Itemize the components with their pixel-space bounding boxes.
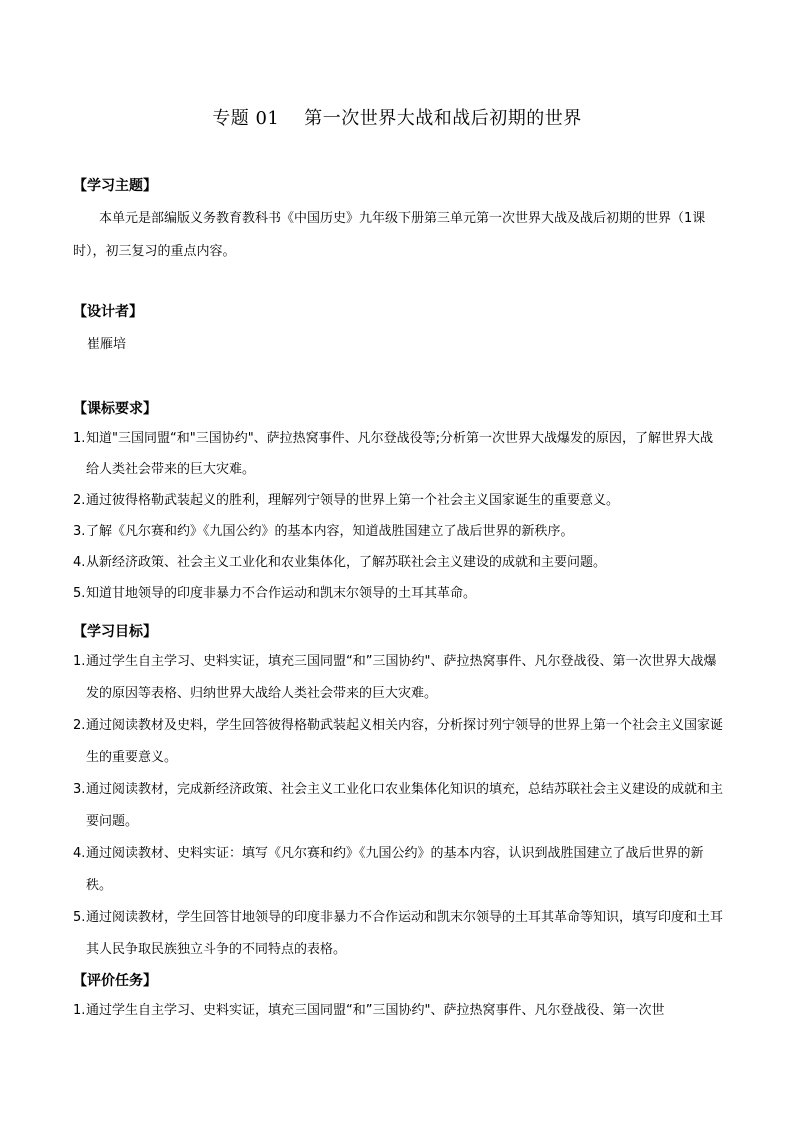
page-title: 专题 01 第一次世界大战和战后初期的世界 [212, 108, 582, 129]
item-number: 5. [73, 910, 86, 925]
list-item [73, 838, 725, 902]
item-text: 通过阅读教材，完成新经济政策、社会主义工业化口农业集体化知识的填充，总结苏联社会主义建设的成就和主要问题。 [86, 782, 724, 829]
item-number: 2. [73, 493, 86, 508]
item-text: 知道"三国同盟“和"三国协约"、萨拉热窝事件、凡尔登战役等;分析第一次世界大战爆发的原因，了解世界大战给人类社会带来的巨大灾难。 [86, 431, 714, 477]
item-number: 4. [73, 555, 86, 570]
item-text: 知道甘地领导的印度非暴力不合作运动和凯末尔领导的土耳其革命。 [86, 586, 477, 601]
list-item [73, 578, 725, 609]
item-text: 通过学生自主学习、史料实证，填充三国同盟“和”三国协约"、萨拉热窝事件、凡尔登战役、第一次世 [86, 1003, 665, 1018]
list-item [73, 547, 725, 578]
designer-heading: 【设计者】 [73, 304, 143, 320]
item-number: 5. [73, 586, 86, 601]
assessment-list [73, 995, 725, 1026]
list-item [73, 774, 725, 838]
item-text: 通过阅读教材及史料，学生回答彼得格勒武装起义相关内容，分析探讨列宁领导的世界上第一个社会主义国家诞生的重要意义。 [86, 718, 724, 765]
assessment-list-block [73, 995, 725, 1026]
item-text: 通过学生自主学习、史料实证，填充三国同盟“和”三国协约"、萨拉热窝事件、凡尔登战役、第一次世界大战爆发的原因等表格、归纳世界大战给人类社会带来的巨大灾难。 [86, 654, 717, 701]
item-text: 通过阅读教材，学生回答甘地领导的印度非暴力不合作运动和凯末尔领导的土耳其革命等知识，填写印度和土耳其人民争取民族独立斗争的不同特点的表格。 [86, 910, 724, 957]
theme-heading: 【学习主题】 [73, 178, 157, 194]
standards-list [73, 423, 725, 609]
assessment-heading: 【评价任务】 [73, 973, 157, 989]
theme-paragraph-block [73, 202, 723, 268]
designer-name: 崔雁培 [87, 337, 127, 352]
list-item [73, 423, 725, 485]
item-text: 通过阅读教材、史料实证：填写《凡尔赛和约》《九国公约》的基本内容，认识到战胜国建立了战后世界的新秩。 [86, 846, 704, 893]
item-text: 通过彼得格勒武装起义的胜利，理解列宁领导的世界上第一个社会主义国家诞生的重要意义。 [86, 493, 620, 508]
standards-list-block [73, 423, 725, 609]
objectives-list-block [73, 646, 725, 966]
item-number: 1. [73, 431, 86, 446]
standards-heading: 【课标要求】 [73, 401, 157, 417]
item-number: 1. [73, 1003, 86, 1018]
list-item [73, 516, 725, 547]
item-number: 1. [73, 654, 86, 669]
list-item [73, 485, 725, 516]
list-item [73, 646, 725, 710]
item-text: 了解《凡尔赛和约》《九国公约》的基本内容，知道战胜国建立了战后世界的新秩序。 [86, 524, 574, 539]
objectives-list [73, 646, 725, 966]
item-number: 2. [73, 718, 86, 733]
item-number: 3. [73, 524, 86, 539]
list-item [73, 902, 725, 966]
item-number: 4. [73, 846, 86, 861]
item-text: 从新经济政策、社会主义工业化和农业集体化，了解苏联社会主义建设的成就和主要问题。 [86, 555, 607, 570]
list-item [73, 995, 725, 1026]
item-number: 3. [73, 782, 86, 797]
objectives-heading: 【学习目标】 [73, 624, 157, 640]
list-item [73, 710, 725, 774]
theme-paragraph: 本单元是部编版义务教育教科书《中国历史》九年级下册第三单元第一次世界大战及战后初期的世界（1课时），初三复习的重点内容。 [73, 211, 706, 259]
